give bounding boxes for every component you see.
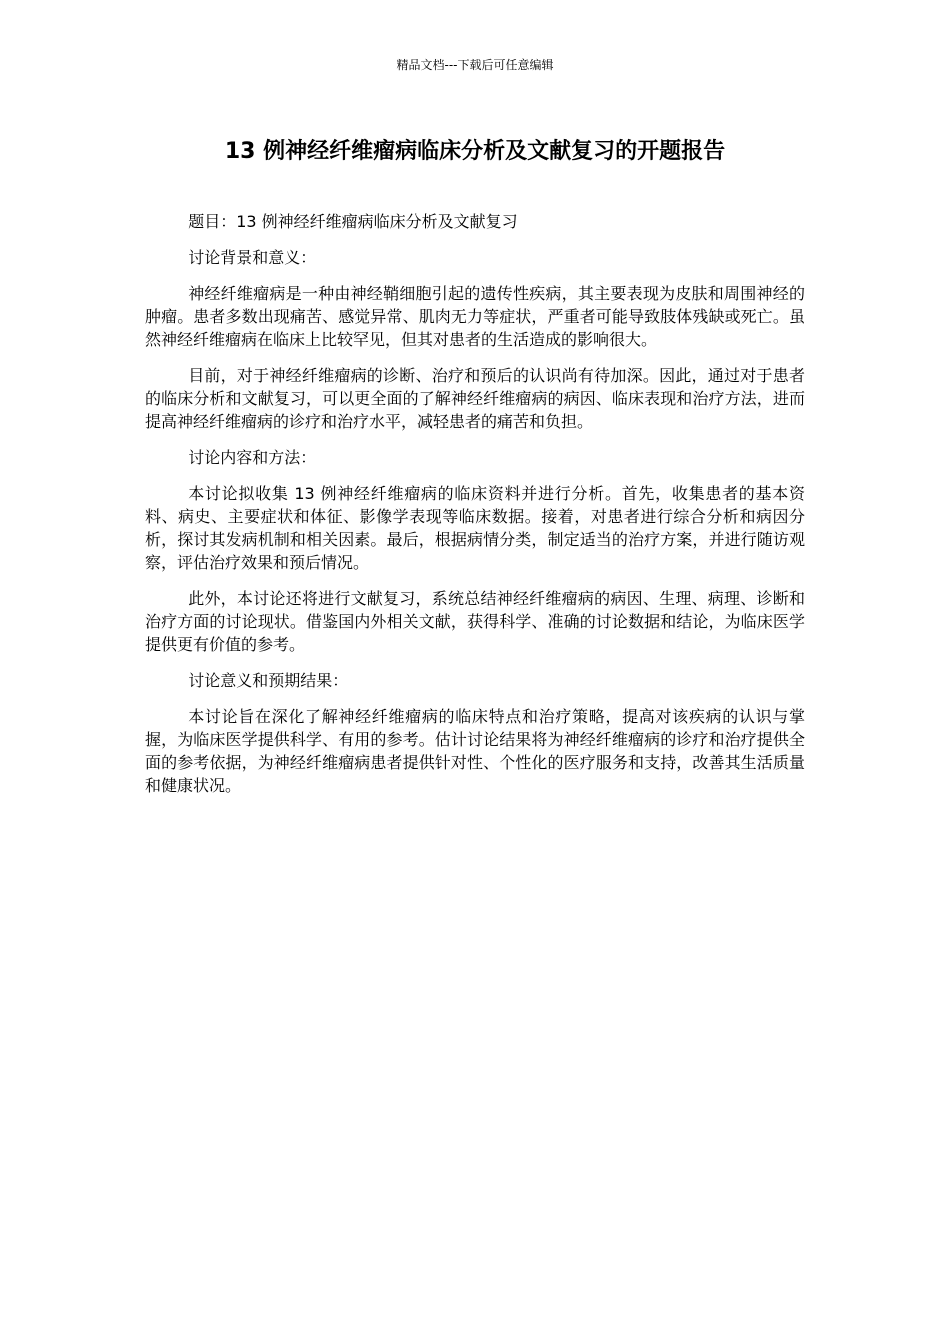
paragraph-significance-1: 本讨论旨在深化了解神经纤维瘤病的临床特点和治疗策略，提高对该疾病的认识与掌握，为临床医学提供科学、有用的参考。估计讨论结果将为神经纤维瘤病的诊疗和治疗提供全面的参考依据，为神经纤维瘤病患者提供针对性、个性化的医疗服务和支持，改善其生活质量和健康状况。: [145, 707, 805, 795]
section-heading-significance: 讨论意义和预期结果：: [188, 671, 349, 690]
paragraph-background-1: 神经纤维瘤病是一种由神经鞘细胞引起的遗传性疾病，其主要表现为皮肤和周围神经的肿瘤。患者多数出现痛苦、感觉异常、肌肉无力等症状，严重者可能导致肢体残缺或死亡。虽然神经纤维瘤病在临床上比较罕见，但其对患者的生活造成的影响很大。: [145, 284, 805, 349]
section-heading-methods: 讨论内容和方法：: [188, 448, 317, 467]
paragraph-background-2: 目前，对于神经纤维瘤病的诊断、治疗和预后的认识尚有待加深。因此，通过对于患者的临床分析和文献复习，可以更全面的了解神经纤维瘤病的病因、临床表现和治疗方法，进而提高神经纤维瘤病的诊疗和治疗水平，减轻患者的痛苦和负担。: [145, 366, 805, 431]
paragraph-methods-1: 本讨论拟收集 13 例神经纤维瘤病的临床资料并进行分析。首先，收集患者的基本资料、病史、主要症状和体征、影像学表现等临床数据。接着，对患者进行综合分析和病因分析，探讨其发病机制和相关因素。最后，根据病情分类，制定适当的治疗方案，并进行随访观察，评估治疗效果和预后情况。: [145, 484, 805, 572]
page-header: 精品文档---下载后可任意编辑: [396, 58, 554, 72]
document-title: 13 例神经纤维瘤病临床分析及文献复习的开题报告: [224, 139, 726, 164]
paragraph-methods-2: 此外，本讨论还将进行文献复习，系统总结神经纤维瘤病的病因、生理、病理、诊断和治疗方面的讨论现状。借鉴国内外相关文献，获得科学、准确的讨论数据和结论，为临床医学提供更有价值的参考。: [145, 589, 805, 654]
section-heading-background: 讨论背景和意义：: [188, 248, 317, 267]
topic-line: 题目：13 例神经纤维瘤病临床分析及文献复习: [188, 212, 518, 231]
document-body: [145, 210, 805, 810]
